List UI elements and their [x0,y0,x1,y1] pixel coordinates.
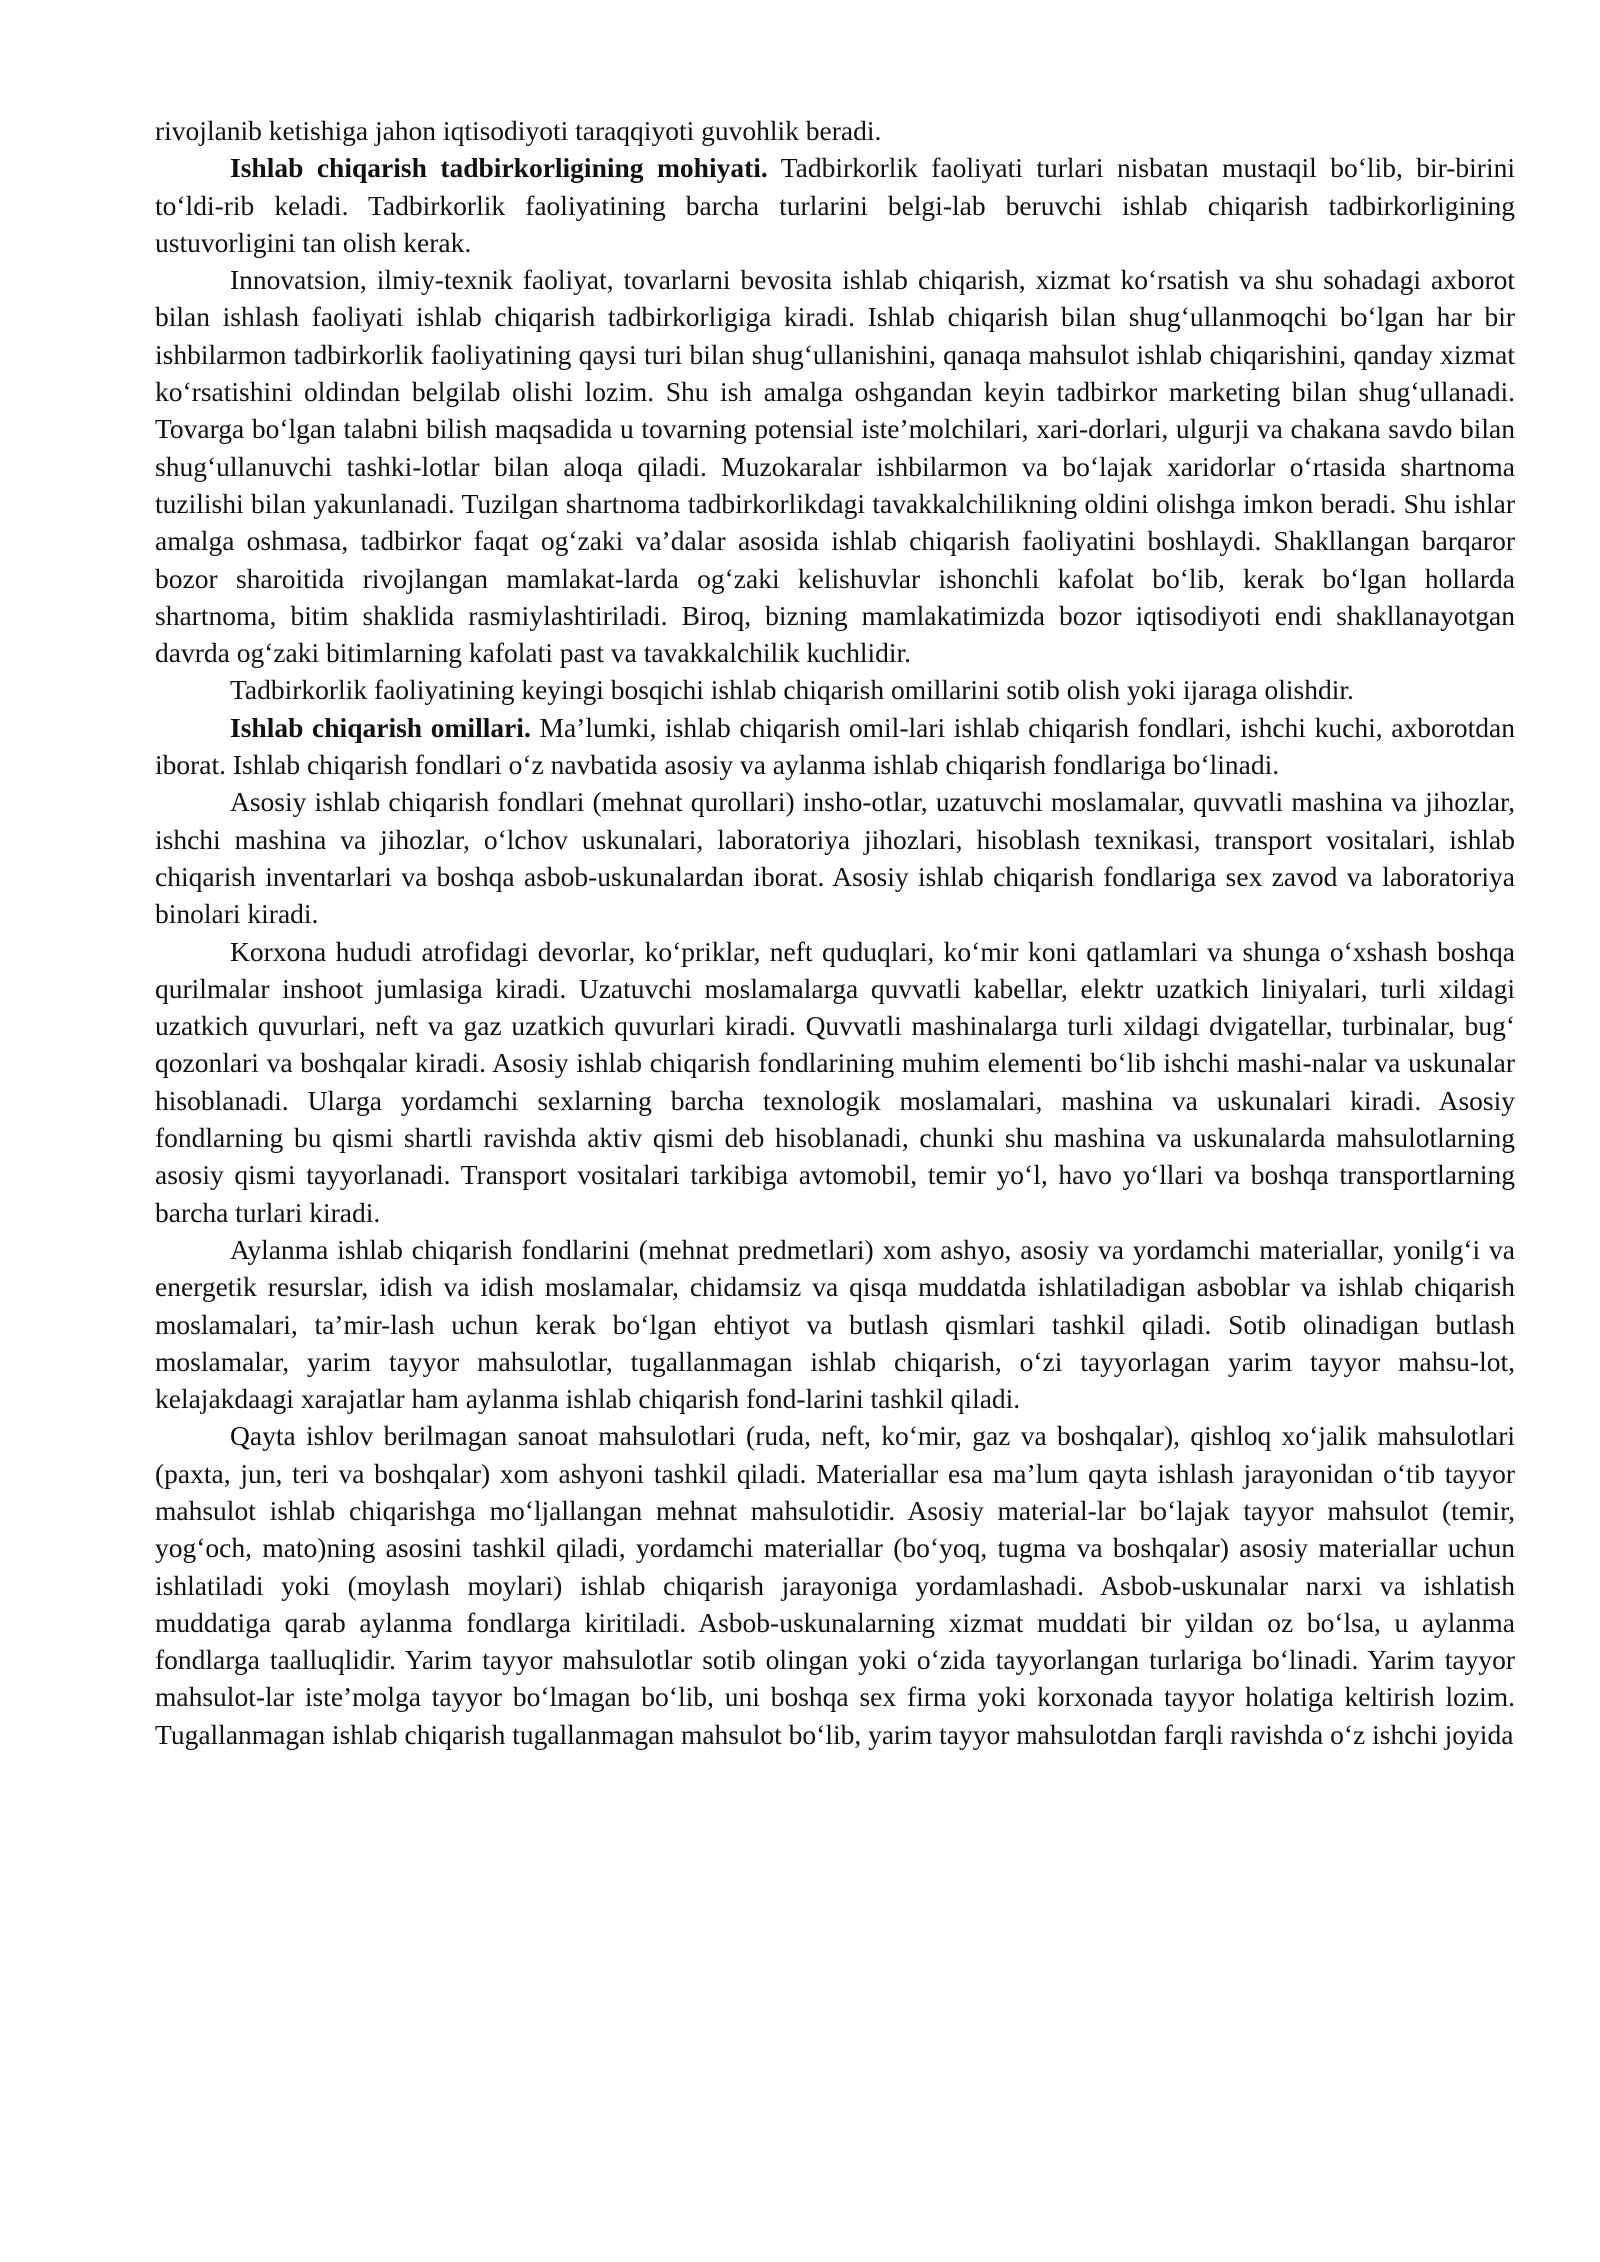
paragraph-text: Tadbirkorlik faoliyati turlari nisbatan mustaqil bo‘lib, bir-birini to‘ldi-rib keladi. Tadbirkorlik faoliyatining barcha turlarini belgi-lab beruvchi ishlab chiqarish tadbirkorligining ustuvorligini tan olish kerak. [155,152,1516,258]
paragraph-text: Korxona hududi atrofidagi devorlar, ko‘priklar, neft quduqlari, ko‘mir koni qatlamlari va shunga o‘xshash boshqa qurilmalar inshoot jumlasiga kiradi. Uzatuvchi moslamalarga quvvatli kabellar, elektr uzatkich liniyalari, turli xildagi uzatkich quvurlari, neft va gaz uzatkich quvurlari kiradi. Quvvatli mashinalarga turli xildagi dvigatellar, turbinalar, bug‘ qozonlari va boshqalar kiradi. Asosiy ishlab chiqarish fondlarining muhim elementi bo‘lib ishchi mashi-nalar va uskunalar hisoblanadi. Ularga yordamchi sexlarning barcha texnologik moslamalari, mashina va uskunalari kiradi. Asosiy fondlarning bu qismi shartli ravishda aktiv qismi deb hisoblanadi, chunki shu mashina va uskunalarda mahsulotlarning asosiy qismi tayyorlanadi. Transport vositalari tarkibiga avtomobil, temir yo‘l, havo yo‘llari va boshqa transportlarning barcha turlari kiradi. [155,935,1515,1228]
paragraph-text: Ma’lumki, ishlab chiqarish omil-lari ishlab chiqarish fondlari, ishchi kuchi, axborotdan iborat. Ishlab chiqarish fondlari o‘z navbatida asosiy va aylanma ishlab chiqarish fondlariga bo‘linadi. [155,711,1515,781]
paragraph-8 [155,1231,1515,1417]
paragraph-text: rivojlanib ketishiga jahon iqtisodiyoti taraqqiyoti guvohlik beradi. [155,115,882,146]
paragraph-9 [155,1417,1515,1753]
paragraph-7 [155,933,1515,1231]
paragraph-text: Aylanma ishlab chiqarish fondlarini (mehnat predmetlari) xom ashyo, asosiy va yordamchi materiallar, yonilg‘i va energetik resurslar, idish va idish moslamalar, chidamsiz va qisqa muddatda ishlatiladigan asboblar va ishlab chiqarish moslamalari, ta’mir-lash uchun kerak bo‘lgan ehtiyot va butlash qismlari tashkil qiladi. Sotib olinadigan butlash moslamalar, yarim tayyor mahsulotlar, tugallanmagan ishlab chiqarish, o‘zi tayyorlagan yarim tayyor mahsu-lot, kelajakdaagi xarajatlar ham aylanma ishlab chiqarish fond-larini tashkil qiladi. [155,1233,1515,1415]
paragraph-text: Asosiy ishlab chiqarish fondlari (mehnat qurollari) insho-otlar, uzatuvchi moslamalar, quvvatli mashina va jihozlar, ishchi mashina va jihozlar, o‘lchov uskunalari, laboratoriya jihozlari, hisoblash texnikasi, transport vositalari, ishlab chiqarish inventarlari va boshqa asbob-uskunalardan iborat. Asosiy ishlab chiqarish fondlariga sex zavod va laboratoriya binolari kiradi. [155,786,1515,930]
paragraph-5 [155,709,1515,784]
paragraph-4 [155,671,1515,708]
paragraph-heading: Ishlab chiqarish tadbirkorligining mohiyati. [230,152,768,184]
paragraph-text: Innovatsion, ilmiy-texnik faoliyat, tovarlarni bevosita ishlab chiqarish, xizmat ko‘rsatish va shu sohadagi axborot bilan ishlash faoliyati ishlab chiqarish tadbirkorligiga kiradi. Ishlab chiqarish bilan shug‘ullanmoqchi bo‘lgan har bir ishbilarmon tadbirkorlik faoliyatining qaysi turi bilan shug‘ullanishini, qanaqa mahsulot ishlab chiqarishini, qanday xizmat ko‘rsatishini oldindan belgilab olishi lozim. Shu ish amalga oshgandan keyin tadbirkor marketing bilan shug‘ullanadi. Tovarga bo‘lgan talabni bilish maqsadida u tovarning potensial iste’molchilari, xari-dorlari, ulgurji va chakana savdo bilan shug‘ullanuvchi tashki-lotlar bilan aloqa qiladi. Muzokaralar ishbilarmon va bo‘lajak xaridorlar o‘rtasida shartnoma tuzilishi bilan yakunlanadi. Tuzilgan shartnoma tadbirkorlikdagi tavakkalchilikning oldini olishga imkon beradi. Shu ishlar amalga oshmasa, tadbirkor faqat og‘zaki va’dalar asosida ishlab chiqarish faoliyatini boshlaydi. Shakllangan barqaror bozor sharoitida rivojlangan mamlakat-larda og‘zaki kelishuvlar ishonchli kafolat bo‘lib, kerak bo‘lgan hollarda shartnoma, bitim shaklida rasmiylashtiriladi. Biroq, bizning mamlakatimizda bozor iqtisodiyoti endi shakllanayotgan davrda og‘zaki bitimlarning kafolati past va tavakkalchilik kuchlidir. [155,264,1515,669]
paragraph-text: Qayta ishlov berilmagan sanoat mahsulotlari (ruda, neft, ko‘mir, gaz va boshqalar), qishloq xo‘jalik mahsulotlari (paxta, jun, teri va boshqalar) xom ashyoni tashkil qiladi. Materiallar esa ma’lum qayta ishlash jarayonidan o‘tib tayyor mahsulot ishlab chiqarishga mo‘ljallangan mehnat mahsulotidir. Asosiy material-lar bo‘lajak tayyor mahsulot (temir, yog‘och, mato)ning asosini tashkil qiladi, yordamchi materiallar (bo‘yoq, tugma va boshqalar) asosiy materiallar uchun ishlatiladi yoki (moylash moylari) ishlab chiqarish jarayoniga yordamlashadi. Asbob-uskunalar narxi va ishlatish muddatiga qarab aylanma fondlarga kiritiladi. Asbob-uskunalarning xizmat muddati bir yildan oz bo‘lsa, u aylanma fondlarga taalluqlidir. Yarim tayyor mahsulotlar sotib olingan yoki o‘zida tayyorlangan turlariga bo‘linadi. Yarim tayyor mahsulot-lar iste’molga tayyor bo‘lmagan bo‘lib, uni boshqa sex firma yoki korxonada tayyor holatiga keltirish lozim. Tugallanmagan ishlab chiqarish tugallanmagan mahsulot bo‘lib, yarim tayyor mahsulotdan farqli ravishda o‘z ishchi joyida [155,1420,1515,1750]
paragraph-2 [155,149,1515,261]
document-page [155,112,1515,1753]
paragraph-3 [155,261,1515,671]
paragraph-1 [155,112,1515,149]
paragraph-heading: Ishlab chiqarish omillari. [230,711,531,743]
paragraph-text: Tadbirkorlik faoliyatining keyingi bosqichi ishlab chiqarish omillarini sotib olish yoki ijaraga olishdir. [230,674,1354,706]
paragraph-6 [155,783,1515,932]
